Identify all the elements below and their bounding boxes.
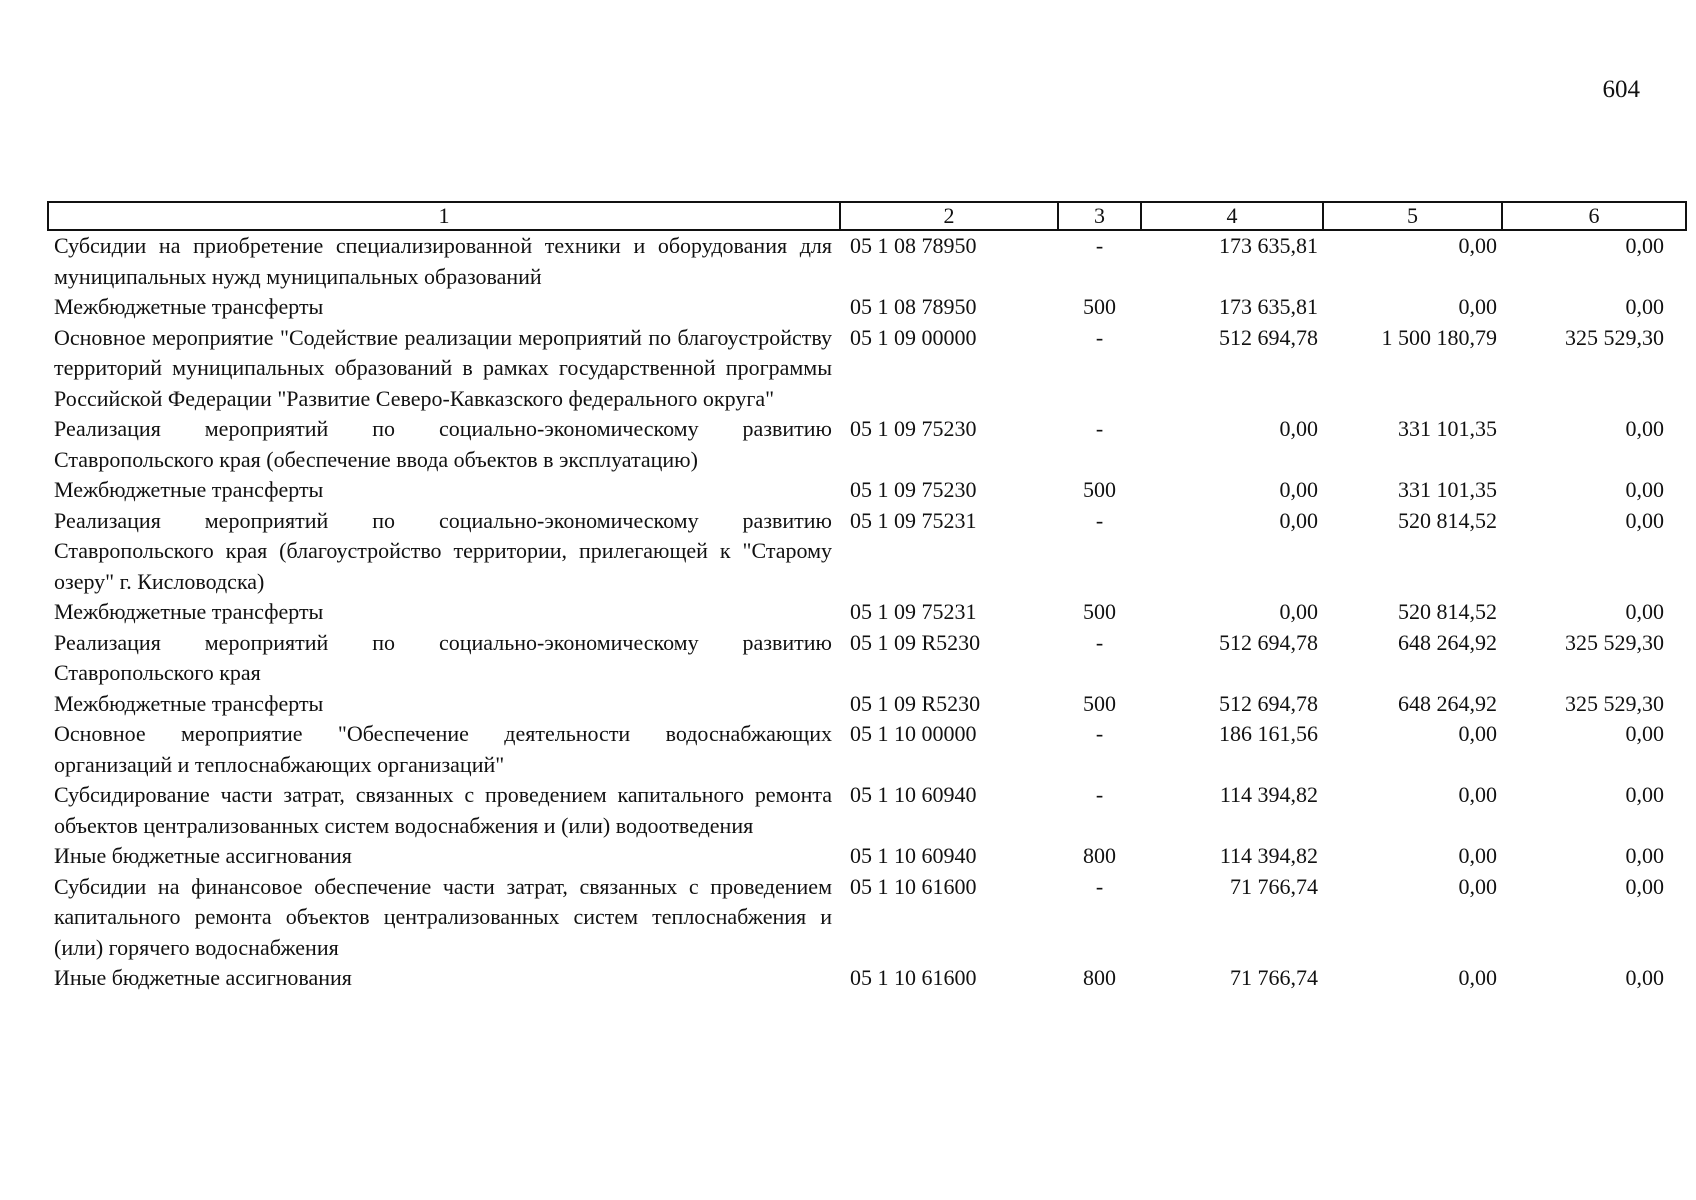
row-amount-col5-cell: 0,00 — [1458, 843, 1497, 868]
table-row — [48, 628, 1686, 689]
row-code-cell: 05 1 09 R5230 — [850, 690, 981, 716]
row-expense-type-cell: 800 — [1083, 843, 1116, 868]
row-name-cell: Межбюджетные трансферты — [54, 477, 324, 502]
column-header-4: 4 — [1141, 202, 1323, 230]
row-amount-col5-cell: 0,00 — [1458, 721, 1497, 746]
row-amount-col5-cell: 331 101,35 — [1398, 477, 1497, 502]
column-header-2: 2 — [840, 202, 1058, 230]
row-amount-col6-cell: 0,00 — [1625, 721, 1664, 746]
row-amount-col6-cell: 325 529,30 — [1565, 690, 1664, 716]
row-name-cell: Субсидирование части затрат, связанных с проведением капитального ремонта объектов централизованных систем водоснабжения и (или) водоотведения — [54, 782, 832, 838]
row-expense-type-cell: 500 — [1083, 690, 1116, 716]
column-header-5: 5 — [1323, 202, 1502, 230]
row-code-cell: 05 1 10 61600 — [850, 965, 977, 990]
row-code-cell: 05 1 09 75230 — [850, 477, 977, 502]
row-name-cell: Основное мероприятие "Обеспечение деятельности водоснабжающих организаций и теплоснабжающих организаций" — [54, 721, 832, 777]
row-code-cell: 05 1 10 61600 — [850, 873, 977, 899]
row-amount-col4-cell: 71 766,74 — [1230, 873, 1318, 899]
row-expense-type-cell: - — [1095, 629, 1104, 655]
row-name-cell: Основное мероприятие "Содействие реализации мероприятий по благоустройству территорий муниципальных образований в рамках государственной программы Российской Федерации "Развитие Северо-Кавказского федерального округа" — [54, 324, 832, 411]
row-amount-col4-cell: 173 635,81 — [1219, 233, 1318, 258]
row-name-cell: Иные бюджетные ассигнования — [54, 843, 352, 868]
row-amount-col5-cell: 0,00 — [1458, 965, 1497, 990]
row-code-cell: 05 1 09 R5230 — [850, 629, 981, 655]
row-amount-col4-cell: 186 161,56 — [1219, 721, 1318, 746]
table-body — [48, 230, 1686, 994]
row-amount-col4-cell: 512 694,78 — [1219, 324, 1318, 350]
row-amount-col6-cell: 0,00 — [1625, 873, 1664, 899]
table-row — [48, 963, 1686, 994]
row-code-cell: 05 1 10 60940 — [850, 843, 977, 868]
table-row — [48, 230, 1686, 292]
row-amount-col4-cell: 0,00 — [1279, 477, 1318, 502]
row-amount-col6-cell: 0,00 — [1625, 507, 1664, 533]
table-row — [48, 475, 1686, 506]
row-amount-col6-cell: 0,00 — [1625, 782, 1664, 807]
row-amount-col5-cell: 1 500 180,79 — [1381, 324, 1497, 350]
row-amount-col4-cell: 0,00 — [1279, 416, 1318, 441]
row-amount-col6-cell: 325 529,30 — [1565, 324, 1664, 350]
table-row — [48, 689, 1686, 720]
table-row — [48, 719, 1686, 780]
row-name-cell: Субсидии на приобретение специализированной техники и оборудования для муниципальных нужд муниципальных образований — [54, 233, 832, 289]
row-expense-type-cell: - — [1095, 416, 1104, 441]
row-amount-col4-cell: 71 766,74 — [1230, 965, 1318, 990]
row-amount-col4-cell: 0,00 — [1279, 507, 1318, 533]
row-expense-type-cell: 500 — [1083, 294, 1116, 319]
row-code-cell: 05 1 10 00000 — [850, 721, 977, 746]
row-amount-col6-cell: 0,00 — [1625, 477, 1664, 502]
table-row — [48, 780, 1686, 841]
table-row — [48, 597, 1686, 628]
row-amount-col5-cell: 0,00 — [1458, 873, 1497, 899]
row-name-cell: Межбюджетные трансферты — [54, 599, 324, 624]
row-amount-col5-cell: 520 814,52 — [1398, 599, 1497, 624]
row-amount-col5-cell: 331 101,35 — [1398, 416, 1497, 441]
row-name-cell: Межбюджетные трансферты — [54, 294, 324, 319]
row-amount-col6-cell: 0,00 — [1625, 416, 1664, 441]
row-name-cell: Реализация мероприятий по социально-экономическому развитию Ставропольского края (обеспечение ввода объектов в эксплуатацию) — [54, 416, 832, 472]
row-amount-col5-cell: 648 264,92 — [1398, 629, 1497, 655]
row-amount-col5-cell: 0,00 — [1458, 782, 1497, 807]
column-header-6: 6 — [1502, 202, 1686, 230]
row-amount-col5-cell: 648 264,92 — [1398, 690, 1497, 716]
row-code-cell: 05 1 09 00000 — [850, 324, 977, 350]
row-amount-col4-cell: 512 694,78 — [1219, 690, 1318, 716]
budget-table — [47, 201, 1687, 994]
row-name-cell: Реализация мероприятий по социально-экономическому развитию Ставропольского края (благоустройство территории, прилегающей к "Старому озеру" г. Кисловодска) — [54, 507, 832, 594]
row-amount-col5-cell: 0,00 — [1458, 233, 1497, 258]
table-row — [48, 292, 1686, 323]
table-row — [48, 323, 1686, 415]
row-amount-col6-cell: 0,00 — [1625, 294, 1664, 319]
row-amount-col4-cell: 173 635,81 — [1219, 294, 1318, 319]
column-header-3: 3 — [1058, 202, 1141, 230]
row-name-cell: Субсидии на финансовое обеспечение части затрат, связанных с проведением капитального ремонта объектов централизованных систем теплоснабжения и (или) горячего водоснабжения — [54, 873, 832, 960]
row-name-cell: Иные бюджетные ассигнования — [54, 965, 352, 990]
row-code-cell: 05 1 10 60940 — [850, 782, 977, 807]
row-code-cell: 05 1 08 78950 — [850, 233, 977, 258]
row-amount-col4-cell: 0,00 — [1279, 599, 1318, 624]
column-number-header-row — [48, 202, 1686, 230]
table-row — [48, 872, 1686, 964]
row-name-cell: Межбюджетные трансферты — [54, 690, 324, 716]
row-code-cell: 05 1 09 75230 — [850, 416, 977, 441]
row-amount-col4-cell: 114 394,82 — [1219, 843, 1318, 868]
table-row — [48, 506, 1686, 598]
row-amount-col4-cell: 512 694,78 — [1219, 629, 1318, 655]
row-code-cell: 05 1 09 75231 — [850, 507, 977, 533]
row-expense-type-cell: 800 — [1083, 965, 1116, 990]
row-amount-col6-cell: 0,00 — [1625, 843, 1664, 868]
row-code-cell: 05 1 08 78950 — [850, 294, 977, 319]
row-code-cell: 05 1 09 75231 — [850, 599, 977, 624]
row-amount-col4-cell: 114 394,82 — [1219, 782, 1318, 807]
row-amount-col6-cell: 0,00 — [1625, 599, 1664, 624]
row-name-cell: Реализация мероприятий по социально-экономическому развитию Ставропольского края — [54, 629, 832, 685]
row-amount-col5-cell: 520 814,52 — [1398, 507, 1497, 533]
row-expense-type-cell: - — [1095, 873, 1104, 899]
row-expense-type-cell: - — [1095, 233, 1104, 258]
row-amount-col5-cell: 0,00 — [1458, 294, 1497, 319]
row-expense-type-cell: 500 — [1083, 477, 1116, 502]
row-amount-col6-cell: 0,00 — [1625, 965, 1664, 990]
row-expense-type-cell: - — [1095, 721, 1104, 746]
row-expense-type-cell: - — [1095, 507, 1104, 533]
column-header-1: 1 — [48, 202, 840, 230]
table-row — [48, 841, 1686, 872]
row-expense-type-cell: - — [1095, 324, 1104, 350]
row-expense-type-cell: 500 — [1083, 599, 1116, 624]
row-amount-col6-cell: 325 529,30 — [1565, 629, 1664, 655]
row-expense-type-cell: - — [1095, 782, 1104, 807]
page-number: 604 — [1602, 76, 1640, 103]
table-row — [48, 414, 1686, 475]
row-amount-col6-cell: 0,00 — [1625, 233, 1664, 258]
